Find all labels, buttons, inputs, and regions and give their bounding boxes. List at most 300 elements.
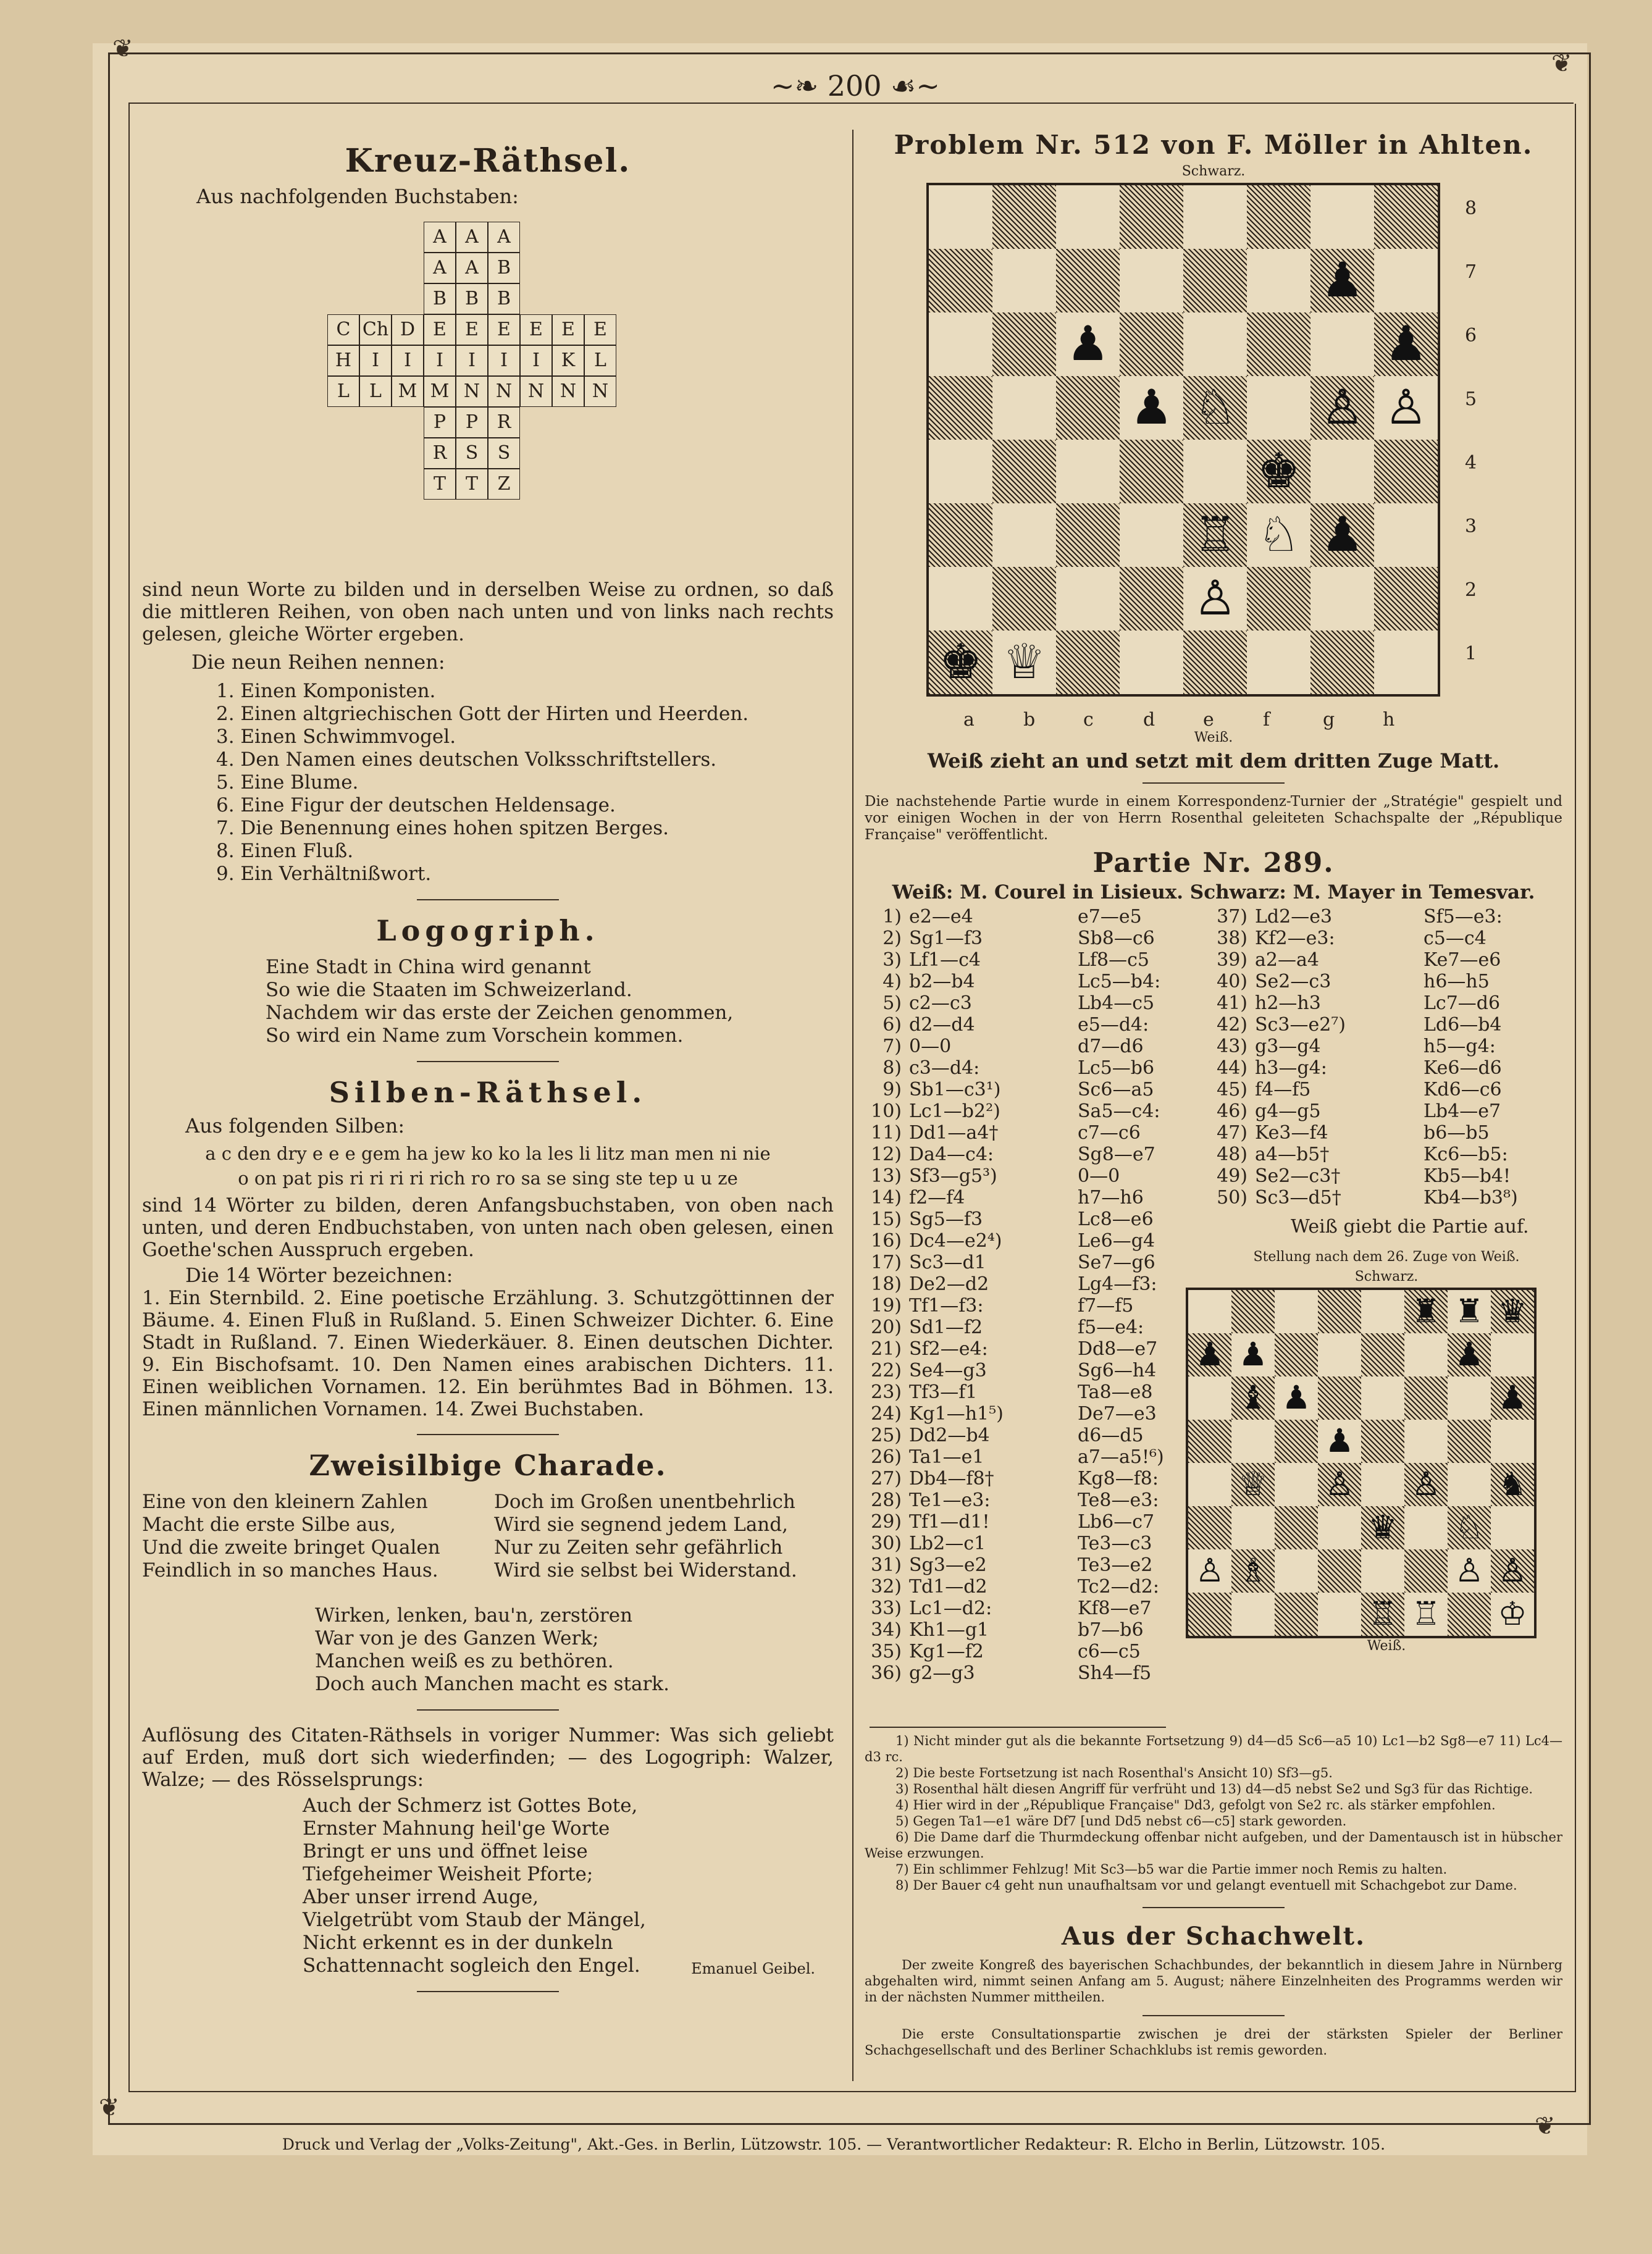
aufloesung-poem (303, 1795, 834, 1977)
white-move: a2—a4 (1255, 949, 1319, 971)
cross-cell: I (359, 345, 392, 376)
move-row (865, 1360, 1210, 1381)
divider (417, 899, 559, 900)
move-row (1210, 949, 1562, 971)
kreuz-list-item: 4. Den Namen eines deutschen Volksschriftstellers. (216, 748, 717, 771)
light-square (1404, 1333, 1448, 1376)
move-row (865, 1576, 1210, 1598)
white-move: Lb2—c1 (909, 1533, 986, 1554)
black-move: f7—f5 (1078, 1295, 1134, 1317)
black-move: Lc7—d6 (1423, 992, 1501, 1014)
move-row (1210, 906, 1562, 928)
chess-piece-icon: ♖ (1411, 1595, 1441, 1633)
move-row (865, 1425, 1210, 1446)
white-move: Dc4—e2⁴) (909, 1230, 1002, 1252)
light-square (1247, 631, 1310, 694)
problem-title: Problem Nr. 512 von F. Möller in Ahlten. (894, 130, 1533, 160)
corner-ornament-icon: ❦ (99, 2093, 120, 2122)
black-move: Sg8—e7 (1078, 1144, 1155, 1165)
white-move: Da4—c4: (909, 1144, 994, 1165)
cross-puzzle-grid (327, 222, 648, 568)
move-number: 1) (883, 906, 902, 928)
verse-line: Manchen weiß es zu bethören. (315, 1650, 614, 1672)
white-move: a4—b5† (1255, 1144, 1330, 1165)
white-move: 0—0 (909, 1036, 952, 1057)
black-move: h5—g4: (1423, 1036, 1496, 1057)
black-move: Te3—e2 (1078, 1554, 1153, 1576)
cross-cell: N (456, 376, 488, 407)
move-row (865, 1317, 1210, 1338)
logo-verse (266, 956, 834, 1047)
verse-line: Eine von den kleinern Zahlen (142, 1491, 428, 1513)
light-square (1374, 503, 1438, 567)
light-square (1374, 631, 1438, 694)
chess-piece-icon: ♙ (1320, 380, 1364, 435)
dark-square (929, 249, 992, 312)
light-square (1361, 1290, 1404, 1333)
move-number: 28) (871, 1489, 902, 1511)
move-row (865, 1598, 1210, 1619)
footnotes (865, 1733, 1562, 1893)
divider (417, 1991, 559, 1992)
moves-column-2 (1210, 906, 1562, 1209)
move-row (865, 1554, 1210, 1576)
black-move: Tc2—d2: (1078, 1576, 1159, 1598)
chess-piece-icon: ♙ (1195, 1552, 1225, 1590)
black-move: c7—c6 (1078, 1122, 1141, 1144)
light-square (1404, 1506, 1448, 1549)
file-label: d (1143, 709, 1155, 731)
dark-square (1374, 440, 1438, 503)
poem-author: Emanuel Geibel. (691, 1960, 815, 1977)
white-move: Sc3—d1 (909, 1252, 986, 1273)
black-move: Ta8—e8 (1078, 1381, 1153, 1403)
kreuz-list (216, 680, 834, 886)
cross-cell: A (488, 222, 520, 253)
light-square (1310, 185, 1374, 249)
charade-title: Zweisilbige Charade. (309, 1449, 667, 1482)
cross-cell: K (552, 345, 584, 376)
cross-cell: N (584, 376, 616, 407)
moves-column-1 (865, 906, 1210, 1684)
cross-cell: N (552, 376, 584, 407)
dark-square (1404, 1549, 1448, 1593)
corner-ornament-icon: ❦ (1551, 49, 1572, 78)
move-number: 15) (871, 1209, 902, 1230)
chess-piece-icon: ♟ (1281, 1379, 1311, 1417)
file-label: e (1203, 709, 1214, 731)
black-move: f5—e4: (1078, 1317, 1144, 1338)
black-move: Lc8—e6 (1078, 1209, 1154, 1230)
light-square (1310, 312, 1374, 376)
dark-square (1247, 185, 1310, 249)
move-row (865, 1381, 1210, 1403)
move-number: 27) (871, 1468, 902, 1489)
white-move: Dd2—b4 (909, 1425, 990, 1446)
footnote: 3) Rosenthal hält diesen Angriff für verfrüht und 13) d4—d5 nebst Se2 und Sg3 für das Richtige. (895, 1782, 1533, 1796)
light-square (1491, 1333, 1534, 1376)
file-label: c (1083, 709, 1094, 731)
cross-cell: E (424, 314, 456, 345)
move-number: 29) (871, 1511, 902, 1533)
rank-label: 2 (1465, 579, 1477, 601)
chess-piece-icon: ♟ (1325, 1422, 1354, 1460)
left-column (142, 142, 834, 2006)
move-row (865, 1057, 1210, 1079)
white-move: Sg1—f3 (909, 928, 983, 949)
white-move: Lf1—c4 (909, 949, 981, 971)
cross-cell: S (456, 438, 488, 469)
light-square (1247, 249, 1310, 312)
black-move: Lf8—c5 (1078, 949, 1150, 971)
move-number: 11) (871, 1122, 902, 1144)
white-move: Se2—c3 (1255, 971, 1331, 992)
white-move: f4—f5 (1255, 1079, 1311, 1100)
light-square (1183, 440, 1247, 503)
move-number: 36) (871, 1662, 902, 1684)
dark-square (992, 440, 1056, 503)
move-row (865, 1230, 1210, 1252)
light-square (1491, 1420, 1534, 1463)
move-row (1210, 1187, 1562, 1209)
move-row (865, 1489, 1210, 1511)
move-row (865, 1036, 1210, 1057)
move-number: 12) (871, 1144, 902, 1165)
cross-cell: E (456, 314, 488, 345)
black-move: b7—b6 (1078, 1619, 1144, 1641)
kreuz-intro: Aus nachfolgenden Buchstaben: (196, 185, 519, 208)
cross-cell: M (424, 376, 456, 407)
light-square (1275, 1463, 1318, 1506)
footnote: 2) Die beste Fortsetzung ist nach Rosenthal's Ansicht 10) Sf3—g5. (895, 1766, 1333, 1780)
move-row (865, 1100, 1210, 1122)
move-row (1210, 1144, 1562, 1165)
black-move: Sb8—c6 (1078, 928, 1155, 949)
light-square (1361, 1549, 1404, 1593)
dark-square (1374, 185, 1438, 249)
cross-cell: Z (488, 469, 520, 500)
chess-piece-icon: ♟ (1130, 380, 1173, 435)
move-number: 7) (883, 1036, 902, 1057)
problem-black-label: Schwarz. (1181, 164, 1246, 179)
dark-square (992, 312, 1056, 376)
light-square (1231, 1506, 1275, 1549)
dark-square (1318, 1290, 1361, 1333)
move-row (1210, 1057, 1562, 1079)
black-move: Lc5—b6 (1078, 1057, 1155, 1079)
move-number: 46) (1217, 1100, 1247, 1122)
chess-piece-icon: ♞ (1498, 1465, 1527, 1503)
light-square (992, 503, 1056, 567)
light-square (1056, 185, 1120, 249)
logo-title: Logogriph. (376, 914, 600, 947)
move-number: 35) (871, 1641, 902, 1662)
light-square (1120, 631, 1183, 694)
rank-label: 5 (1465, 388, 1477, 410)
file-label: f (1263, 709, 1270, 731)
move-row (865, 1403, 1210, 1425)
light-square (1310, 440, 1374, 503)
move-number: 8) (883, 1057, 902, 1079)
dark-square (1056, 631, 1120, 694)
white-move: c2—c3 (909, 992, 972, 1014)
light-square (929, 440, 992, 503)
move-row (1210, 1079, 1562, 1100)
right-column (865, 124, 1562, 2058)
moves-area (865, 903, 1562, 1722)
chess-piece-icon: ♟ (1320, 507, 1364, 563)
silben-syllables-2: o on pat pis ri ri ri ri rich ro ro sa se sing ste tep u u ze (238, 1168, 738, 1189)
dark-square (1404, 1376, 1448, 1420)
dark-square (1448, 1593, 1491, 1636)
light-square (1491, 1506, 1534, 1549)
move-row (865, 906, 1210, 928)
kreuz-list-item: 8. Einen Fluß. (216, 840, 354, 862)
light-square (1404, 1420, 1448, 1463)
file-label: b (1023, 709, 1036, 731)
black-move: De7—e3 (1078, 1403, 1157, 1425)
dark-square (1231, 1290, 1275, 1333)
white-move: h2—h3 (1255, 992, 1321, 1014)
black-move: c5—c4 (1423, 928, 1486, 949)
light-square (1448, 1376, 1491, 1420)
dark-square (1247, 567, 1310, 631)
cross-cell: I (520, 345, 552, 376)
chess-piece-icon: ♘ (1193, 380, 1237, 435)
dark-square (1361, 1420, 1404, 1463)
white-move: Lc1—d2: (909, 1598, 992, 1619)
light-square (1056, 567, 1120, 631)
chess-piece-icon: ♝ (1238, 1379, 1268, 1417)
black-move: Ke7—e6 (1423, 949, 1501, 971)
move-number: 31) (871, 1554, 902, 1576)
verse-line: Doch im Großen unentbehrlich (494, 1491, 795, 1513)
light-square (1310, 567, 1374, 631)
cross-cell: B (488, 253, 520, 283)
dark-square (1374, 567, 1438, 631)
chess-piece-icon: ♙ (1193, 571, 1237, 626)
partie-title: Partie Nr. 289. (1092, 847, 1335, 879)
resign-note: Weiß giebt die Partie auf. (1291, 1216, 1529, 1238)
black-move: Ke6—d6 (1423, 1057, 1502, 1079)
cross-cell: B (488, 283, 520, 314)
kreuz-title: Kreuz-Räthsel. (345, 142, 631, 180)
move-number: 26) (871, 1446, 902, 1468)
chess-piece-icon: ♗ (1238, 1552, 1268, 1590)
move-row (865, 1468, 1210, 1489)
white-move: Se4—g3 (909, 1360, 987, 1381)
white-move: g3—g4 (1255, 1036, 1321, 1057)
verse-line: Macht die erste Silbe aus, (142, 1514, 396, 1536)
move-row (865, 1165, 1210, 1187)
move-number: 30) (871, 1533, 902, 1554)
move-row (1210, 1036, 1562, 1057)
verse-line: Nur zu Zeiten sehr gefährlich (494, 1536, 783, 1559)
dark-square (1120, 567, 1183, 631)
dark-square (1361, 1333, 1404, 1376)
move-row (1210, 1014, 1562, 1036)
kreuz-list-item: 1. Einen Komponisten. (216, 680, 436, 702)
verse-line: War von je des Ganzen Werk; (315, 1627, 599, 1649)
move-row (865, 949, 1210, 971)
cross-cell: R (488, 407, 520, 438)
kreuz-list-item: 9. Ein Verhältnißwort. (216, 863, 432, 885)
move-row (865, 1533, 1210, 1554)
footnote: 1) Nicht minder gut als die bekannte Fortsetzung 9) d4—d5 Sc6—a5 10) Lc1—b2 Sg8—e7 11) Lc4—d3 rc. (865, 1733, 1562, 1764)
light-square (1318, 1506, 1361, 1549)
divider (417, 1709, 559, 1711)
chess-piece-icon: ♚ (939, 634, 983, 690)
cross-cell: Ch (359, 314, 392, 345)
dark-square (992, 185, 1056, 249)
cross-cell: C (327, 314, 359, 345)
move-row (1210, 928, 1562, 949)
move-number: 40) (1217, 971, 1247, 992)
move-row (865, 1187, 1210, 1209)
move-number: 24) (871, 1403, 902, 1425)
black-move: d6—d5 (1078, 1425, 1144, 1446)
black-move: e7—e5 (1078, 906, 1142, 928)
verse-line: Vielgetrübt vom Staub der Mängel, (303, 1909, 646, 1931)
white-move: Dd1—a4† (909, 1122, 999, 1144)
verse-line: Feindlich in so manches Haus. (142, 1559, 438, 1582)
silben-text: sind 14 Wörter zu bilden, deren Anfangsbuchstaben, von oben nach unten, und deren Endbuchstaben, von unten nach oben gelesen, einen Goethe'schen Ausspruch ergeben. (142, 1194, 834, 1261)
verse-line: Eine Stadt in China wird genannt (266, 956, 591, 978)
black-move: Ld6—b4 (1423, 1014, 1502, 1036)
light-square (1275, 1290, 1318, 1333)
chess-piece-icon: ♙ (1454, 1552, 1484, 1590)
dark-square (1120, 312, 1183, 376)
verse-line: Nachdem wir das erste der Zeichen genommen, (266, 1002, 734, 1024)
move-number: 6) (883, 1014, 902, 1036)
move-row (865, 1338, 1210, 1360)
dark-square (1275, 1506, 1318, 1549)
chess-piece-icon: ♟ (1454, 1336, 1484, 1373)
chess-piece-icon: ♟ (1195, 1336, 1225, 1373)
black-move: Kd6—c6 (1423, 1079, 1502, 1100)
light-square (1247, 376, 1310, 440)
white-move: Sg3—e2 (909, 1554, 987, 1576)
black-move: Le6—g4 (1078, 1230, 1155, 1252)
cross-cell: H (327, 345, 359, 376)
cross-cell: P (424, 407, 456, 438)
cross-cell: D (392, 314, 424, 345)
black-move: Lg4—f3: (1078, 1273, 1157, 1295)
move-row (1210, 1165, 1562, 1187)
black-move: d7—d6 (1078, 1036, 1144, 1057)
light-square (1183, 312, 1247, 376)
cross-cell: N (520, 376, 552, 407)
move-number: 13) (871, 1165, 902, 1187)
dark-square (1056, 249, 1120, 312)
rank-label: 3 (1465, 516, 1477, 537)
silben-intro: Aus folgenden Silben: (185, 1114, 405, 1137)
black-move: Dd8—e7 (1078, 1338, 1158, 1360)
cross-cell: A (424, 222, 456, 253)
move-number: 42) (1217, 1014, 1247, 1036)
move-row (1210, 992, 1562, 1014)
black-move: b6—b5 (1423, 1122, 1490, 1144)
chess-piece-icon: ♟ (1384, 316, 1428, 372)
position-black-label: Schwarz. (1354, 1269, 1419, 1284)
white-move: Sc3—d5† (1255, 1187, 1341, 1209)
chess-board-position (1186, 1288, 1537, 1638)
move-number: 4) (883, 971, 902, 992)
corner-ornament-icon: ❦ (1535, 2112, 1556, 2140)
light-square (1318, 1333, 1361, 1376)
position-title: Stellung nach dem 26. Zuge von Weiß. (1253, 1249, 1520, 1265)
cross-cell: N (488, 376, 520, 407)
black-move: e5—d4: (1078, 1014, 1149, 1036)
footnote: 8) Der Bauer c4 geht nun unaufhaltsam vor und gelangt eventuell mit Schachgebot zur Dame. (895, 1878, 1517, 1893)
divider (1143, 1907, 1285, 1908)
white-move: c3—d4: (909, 1057, 980, 1079)
cross-cell: A (456, 222, 488, 253)
footnote: 7) Ein schlimmer Fehlzug! Mit Sc3—b5 war die Partie immer noch Remis zu halten. (895, 1862, 1448, 1877)
chess-piece-icon: ♟ (1238, 1336, 1268, 1373)
verse-line: Bringt er uns und öffnet leise (303, 1840, 588, 1862)
cross-cell: L (359, 376, 392, 407)
chess-piece-icon: ♜ (1454, 1292, 1484, 1330)
verse-line: Wird sie segnend jedem Land, (494, 1514, 788, 1536)
move-number: 44) (1217, 1057, 1247, 1079)
dark-square (1310, 631, 1374, 694)
verse-line: Aber unser irrend Auge, (303, 1886, 539, 1908)
black-move: Kb5—b4! (1423, 1165, 1511, 1187)
move-number: 5) (883, 992, 902, 1014)
light-square (1188, 1290, 1231, 1333)
footnote: 6) Die Dame darf die Thurmdeckung offenbar nicht aufgeben, und der Damentausch ist in hübscher Weise erzwungen. (865, 1830, 1562, 1861)
move-number: 21) (871, 1338, 902, 1360)
cross-cell: B (456, 283, 488, 314)
white-move: De2—d2 (909, 1273, 989, 1295)
move-row (865, 1144, 1210, 1165)
black-move: c6—c5 (1078, 1641, 1141, 1662)
light-square (992, 376, 1056, 440)
partie-intro: Die nachstehende Partie wurde in einem Korrespondenz-Turnier der „Stratégie" gespielt und vor einigen Wochen in der von Herrn Rosenthal geleiteten Schachspalte der „République Française" veröffentlicht. (865, 794, 1562, 843)
move-row (865, 1619, 1210, 1641)
chess-piece-icon: ♜ (1411, 1292, 1441, 1330)
move-row (865, 992, 1210, 1014)
dark-square (1183, 631, 1247, 694)
move-row (865, 1511, 1210, 1533)
move-number: 19) (871, 1295, 902, 1317)
light-square (1374, 249, 1438, 312)
move-row (865, 1295, 1210, 1317)
move-row (1210, 971, 1562, 992)
move-number: 23) (871, 1381, 902, 1403)
white-move: Kg1—f2 (909, 1641, 984, 1662)
light-square (1188, 1463, 1231, 1506)
imprint-footer: Druck und Verlag der „Volks-Zeitung", Akt.-Ges. in Berlin, Lützowstr. 105. — Verantwortlicher Redakteur: R. Elcho in Berlin, Lützowstr. 105. (282, 2135, 1386, 2153)
cross-cell: M (392, 376, 424, 407)
chess-piece-icon: ♘ (1454, 1509, 1484, 1546)
light-square (1231, 1420, 1275, 1463)
dark-square (1247, 312, 1310, 376)
verse-line: Ernster Mahnung heil'ge Worte (303, 1817, 610, 1840)
white-move: h3—g4: (1255, 1057, 1327, 1079)
black-move: Sf5—e3: (1423, 906, 1503, 928)
move-number: 22) (871, 1360, 902, 1381)
rank-label: 1 (1465, 643, 1477, 664)
divider (417, 1061, 559, 1062)
light-square (1318, 1593, 1361, 1636)
file-label: g (1323, 709, 1335, 731)
chess-piece-icon: ♛ (1498, 1292, 1527, 1330)
footnote: 4) Hier wird in der „République Française" Dd3, gefolgt von Se2 rc. als stärker empfohlen. (895, 1798, 1496, 1812)
light-square (992, 249, 1056, 312)
light-square (1056, 440, 1120, 503)
